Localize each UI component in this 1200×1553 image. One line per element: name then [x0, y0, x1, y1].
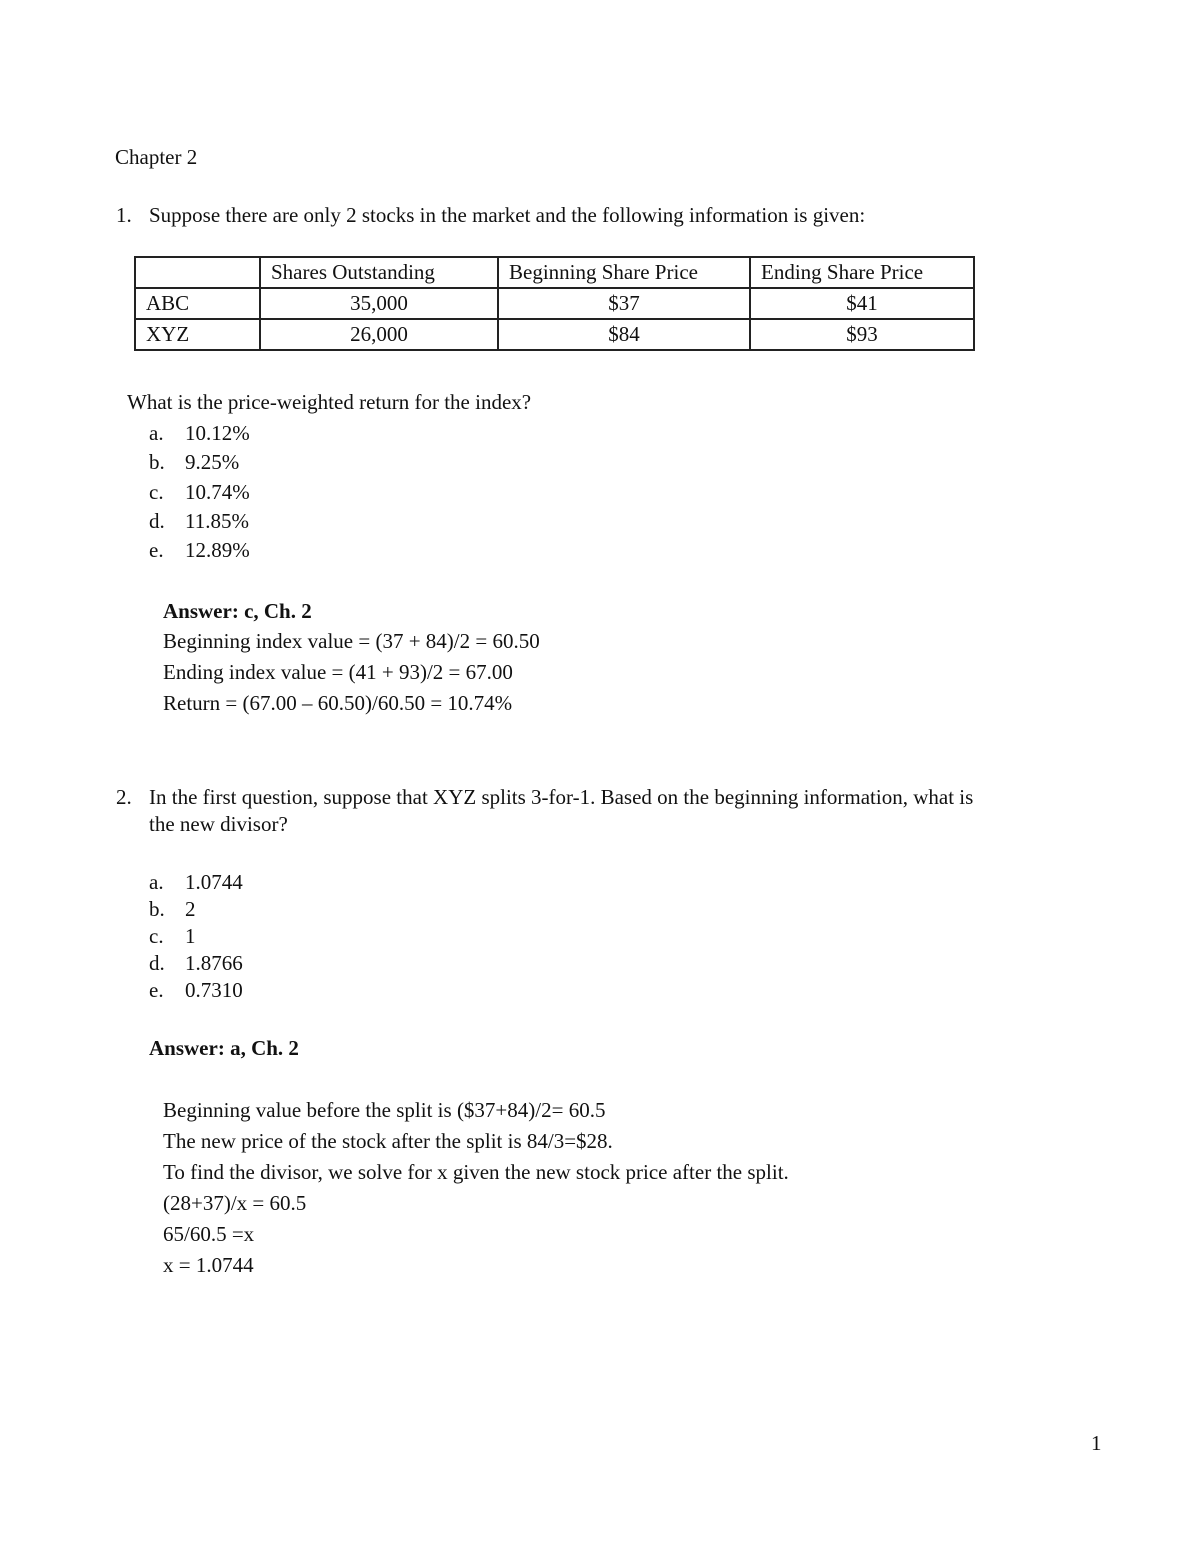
table-cell: 35,000	[260, 288, 498, 319]
option	[149, 896, 196, 922]
chapter-title: Chapter 2	[115, 145, 198, 169]
option-letter: e.	[149, 538, 164, 562]
question-text-continued: the new divisor?	[149, 812, 288, 836]
question-text: In the first question, suppose that XYZ splits 3-for-1. Based on the beginning information, what is	[149, 785, 974, 809]
option	[149, 537, 250, 563]
table-header: Beginning Share Price	[498, 257, 750, 288]
option-letter: a.	[149, 870, 164, 894]
option-text: 10.12%	[185, 421, 250, 445]
table-cell: ABC	[135, 288, 260, 319]
table-row	[135, 319, 974, 350]
explanation-line: To find the divisor, we solve for x given the new stock price after the split.	[163, 1160, 789, 1184]
option-text: 0.7310	[185, 978, 243, 1002]
option-text: 11.85%	[185, 509, 249, 533]
stock-table	[134, 256, 975, 351]
option-letter: d.	[149, 951, 165, 975]
option-text: 1	[185, 924, 196, 948]
table-cell: $37	[498, 288, 750, 319]
table-cell: $41	[750, 288, 974, 319]
option-letter: b.	[149, 450, 165, 474]
table-header: Ending Share Price	[750, 257, 974, 288]
option-text: 12.89%	[185, 538, 250, 562]
option-letter: c.	[149, 480, 164, 504]
option-letter: d.	[149, 509, 165, 533]
option-text: 2	[185, 897, 196, 921]
question-text: Suppose there are only 2 stocks in the market and the following information is given:	[149, 203, 866, 227]
option-letter: a.	[149, 421, 164, 445]
explanation-line: Beginning value before the split is ($37+84)/2= 60.5	[163, 1098, 606, 1122]
table-cell: XYZ	[135, 319, 260, 350]
table-cell: $84	[498, 319, 750, 350]
option-letter: b.	[149, 897, 165, 921]
table-cell: $93	[750, 319, 974, 350]
table-header-row	[135, 257, 974, 288]
question-number: 2.	[116, 785, 132, 809]
option	[149, 869, 243, 895]
explanation-line: Ending index value = (41 + 93)/2 = 67.00	[163, 660, 513, 684]
option	[149, 950, 243, 976]
answer-label: Answer: a, Ch. 2	[149, 1036, 299, 1060]
option	[149, 977, 243, 1003]
explanation-line: The new price of the stock after the split is 84/3=$28.	[163, 1129, 613, 1153]
table-header: Shares Outstanding	[260, 257, 498, 288]
explanation-line: Return = (67.00 – 60.50)/60.50 = 10.74%	[163, 691, 513, 715]
option-letter: c.	[149, 924, 164, 948]
explanation-line: Beginning index value = (37 + 84)/2 = 60.50	[163, 629, 540, 653]
option-text: 1.8766	[185, 951, 243, 975]
option	[149, 479, 250, 505]
question-1	[116, 202, 865, 228]
question-prompt: What is the price-weighted return for the index?	[127, 390, 532, 414]
question-number: 1.	[116, 203, 132, 227]
option	[149, 923, 196, 949]
table-row	[135, 288, 974, 319]
page-number: 1	[1091, 1431, 1102, 1455]
explanation-line: (28+37)/x = 60.5	[163, 1191, 307, 1215]
question-2	[116, 784, 973, 810]
answer-label: Answer: c, Ch. 2	[163, 599, 312, 623]
option	[149, 420, 250, 446]
explanation-line: x = 1.0744	[163, 1253, 254, 1277]
table-cell: 26,000	[260, 319, 498, 350]
explanation-line: 65/60.5 =x	[163, 1222, 255, 1246]
option	[149, 449, 239, 475]
table-cell	[135, 257, 260, 288]
option-text: 10.74%	[185, 480, 250, 504]
option-text: 1.0744	[185, 870, 243, 894]
option-letter: e.	[149, 978, 164, 1002]
option-text: 9.25%	[185, 450, 240, 474]
option	[149, 508, 249, 534]
